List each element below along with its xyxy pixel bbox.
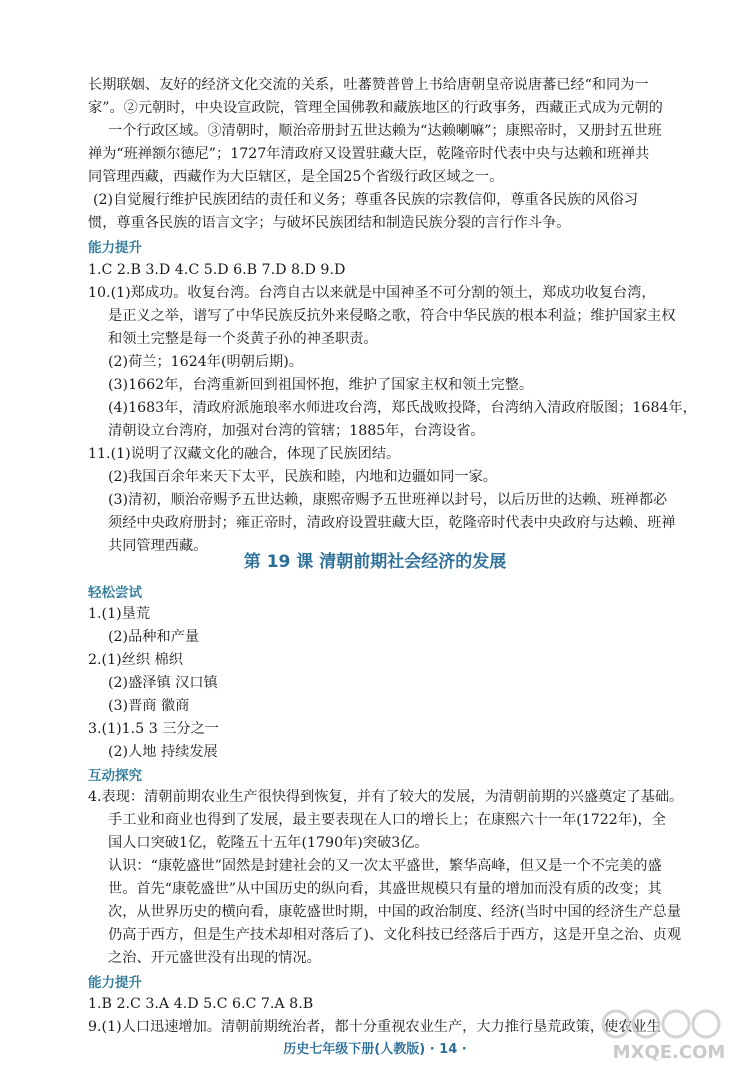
answer-line: 之治、开元盛世没有出现的情况。 (108, 950, 321, 966)
answer-line: (2)人地 持续发展 (108, 744, 218, 760)
watermark-logo-icon (594, 1002, 744, 1064)
text-line: 同管理西藏，西藏作为大臣辖区，是全国25个省级行政区域之一。 (88, 169, 504, 185)
text-line: 禅为“班禅额尔德尼”；1727年清政府又设置驻藏大臣，乾隆帝时代表中央与达赖和班禅共 (88, 146, 650, 162)
answer-line: 1.(1)垦荒 (88, 606, 151, 622)
answer-line: 共同管理西藏。 (108, 538, 208, 554)
answer-line: 1.B 2.C 3.A 4.D 5.C 6.C 7.A 8.B (88, 996, 314, 1012)
text-line: 惯，尊重各民族的语言文字；与破坏民族团结和制造民族分裂的言行作斗争。 (88, 215, 571, 231)
answer-line: (3)1662年，台湾重新回到祖国怀抱，维护了国家主权和领土完整。 (108, 377, 534, 393)
section-heading: 能力提升 (88, 975, 142, 991)
answer-line: 3.(1)1.5 3 三分之一 (88, 721, 219, 737)
answer-line: 仍高于西方，但是生产技术却相对落后了)、文化科技已经落后于西方，这是开皇之治、贞观 (108, 927, 682, 943)
answer-line: (2)荷兰；1624年(明朝后期)。 (108, 354, 303, 370)
page-footer: 历史七年级下册(人教版) · 14 · (283, 1042, 467, 1057)
answer-line: (2)我国百余年来天下太平，民族和睦，内地和边疆如同一家。 (108, 469, 497, 485)
answer-line: 11.(1)说明了汉藏文化的融合，体现了民族团结。 (88, 446, 401, 462)
answer-line: 是正义之举，谱写了中华民族反抗外来侵略之歌，符合中华民族的根本利益；维护国家主权 (108, 308, 676, 324)
section-heading: 互动探究 (88, 768, 142, 784)
text-line: (2)自觉履行维护民族团结的责任和义务；尊重各民族的宗教信仰，尊重各民族的风俗习 (93, 192, 639, 208)
answer-line: 4.表现：清朝前期农业生产很快得到恢复，并有了较大的发展，为清朝前期的兴盛奠定了基础。 (88, 789, 684, 805)
answer-line: 认识：“康乾盛世”固然是封建社会的又一次太平盛世，繁华高峰，但又是一个不完美的盛 (108, 858, 662, 874)
answer-line: 2.(1)丝织 棉织 (88, 652, 183, 668)
text-line: 长期联姻、友好的经济文化交流的关系，吐蕃赞普曾上书给唐朝皇帝说唐蕃已经“和同为一 (88, 77, 649, 93)
section-heading: 能力提升 (88, 240, 142, 256)
answer-line: 清朝设立台湾府，加强对台湾的管辖；1885年，台湾设省。 (108, 423, 485, 439)
answer-line: 国人口突破1亿，乾隆五十五年(1790年)突破3亿。 (108, 835, 429, 851)
lesson-title: 第 19 课 清朝前期社会经济的发展 (243, 552, 507, 572)
text-line: 家”。②元朝时，中央设宣政院，管理全国佛教和藏族地区的行政事务，西藏正式成为元朝的 (88, 100, 663, 116)
section-heading: 轻松尝试 (88, 585, 142, 601)
answer-line: (3)清初，顺治帝赐予五世达赖，康熙帝赐予五世班禅以封号，以后历世的达赖、班禅都必 (108, 492, 668, 508)
text-line: 一个行政区域。③清朝时，顺治帝册封五世达赖为“达赖喇嘛”；康熙帝时，又册封五世班 (108, 123, 662, 139)
answer-line: 9.(1)人口迅速增加。清朝前期统治者，都十分重视农业生产，大力推行垦荒政策，使农业生 (88, 1019, 661, 1035)
answer-line: 世。首先“康乾盛世”从中国历史的纵向看，其盛世规模只有量的增加而没有质的改变；其 (108, 881, 662, 897)
answer-line: (2)盛泽镇 汉口镇 (108, 675, 218, 691)
answer-line: 须经中央政府册封；雍正帝时，清政府设置驻藏大臣，乾隆帝时代表中央政府与达赖、班禅 (108, 515, 676, 531)
answer-line: 1.C 2.B 3.D 4.C 5.D 6.B 7.D 8.D 9.D (88, 262, 346, 278)
watermark-text: MXQE.COM (612, 1042, 726, 1063)
answer-line: (3)晋商 徽商 (108, 698, 190, 714)
answer-line: 10.(1)郑成功。收复台湾。台湾自古以来就是中国神圣不可分割的领土，郑成功收复台湾， (88, 285, 656, 301)
answer-line: (4)1683年，清政府派施琅率水师进攻台湾，郑氏战败投降，台湾纳入清政府版图；1684年， (108, 400, 697, 416)
answer-line: (2)品种和产量 (108, 629, 200, 645)
answer-line: 次，从世界历史的横向看，康乾盛世时期，中国的政治制度、经济(当时中国的经济生产总量 (108, 904, 682, 920)
answer-line: 和领土完整是每一个炎黄子孙的神圣职责。 (108, 331, 378, 347)
answer-line: 手工业和商业也得到了发展，最主要表现在人口的增长上；在康熙六十一年(1722年)，全 (108, 812, 666, 828)
